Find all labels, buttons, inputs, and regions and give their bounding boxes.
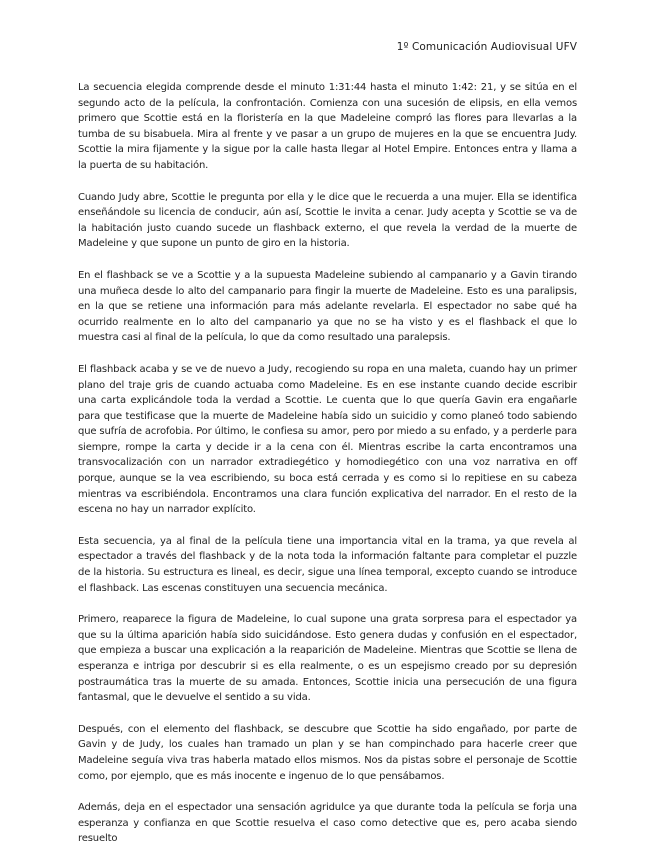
page-header: 1º Comunicación Audiovisual UFV xyxy=(396,41,577,53)
paragraph: Primero, reaparece la figura de Madeleine, lo cual supone una grata sorpresa para el espectador ya que su la última aparición había sido suicidándose. Esto genera dudas y confusión en el espectador, que empieza a buscar una explicación a la reaparición de Madeleine. Mientras que Scottie se llena de esperanza e intriga por descubrir si es ella realmente, o es un espejismo creado por su depresión postraumática tras la muerte de su amada. Entonces, Scottie inicia una persecución de una figura fantasmal, que le devuelve el sentido a su vida. xyxy=(78,614,577,704)
paragraph: Después, con el elemento del flashback, se descubre que Scottie ha sido engañado, por parte de Gavin y de Judy, los cuales han tramado un plan y se han compinchado para hacerle creer que Madeleine seguía viva tras haberla matado ellos mismos. Nos da pistas sobre el personaje de Scottie como, por ejemplo, que es más inocente e ingenuo de lo que pensábamos. xyxy=(78,723,577,782)
paragraph: El flashback acaba y se ve de nuevo a Judy, recogiendo su ropa en una maleta, cuando hay un primer plano del traje gris de cuando actuaba como Madeleine. Es en ese instante cuando decide escribir una carta explicándole toda la verdad a Scottie. Le cuenta que lo que quería Gavin era engañarle para que testificase que la muerte de Madeleine había sido un suicidio y como planeó todo sabiendo que sufría de acrofobia. Por último, le confiesa su amor, pero por miedo a su enfado, y a perderle para siempre, rompe la carta y decide ir a la cena con él. Mientras escribe la carta encontramos una transvocalización con un narrador extradiegético y homodiegético con una voz narrativa en off porque, aunque se la vea escribiendo, su boca está cerrada y es como si lo repitiese en su cabeza mientras va escribiéndola. Encontramos una clara función explicativa del narrador. En el resto de la escena no hay un narrador explícito. xyxy=(78,363,577,516)
paragraph: Cuando Judy abre, Scottie le pregunta por ella y le dice que le recuerda a una mujer. Ella se identifica enseñándole su licencia de conducir, aún así, Scottie le invita a cenar. Judy acepta y Scottie se va de la habitación justo cuando sucede un flashback externo, el que revela la verdad de la muerte de Madeleine y que supone un punto de giro en la historia. xyxy=(78,191,577,250)
paragraph: La secuencia elegida comprende desde el minuto 1:31:44 hasta el minuto 1:42: 21, y se sitúa en el segundo acto de la película, la confrontación. Comienza con una sucesión de elipsis, en ella vemos primero que Scottie está en la floristería en la que Madeleine compró las flores para llevarlas a la tumba de su bisabuela. Mira al frente y ve pasar a un grupo de mujeres en la que se encuentra Judy. Scottie la mira fijamente y la sigue por la calle hasta llegar al Hotel Empire. Entonces entra y llama a la puerta de su habitación. xyxy=(78,82,577,171)
paragraph: Además, deja en el espectador una sensación agridulce ya que durante toda la película se forja una esperanza y confianza en que Scottie resuelva el caso como detective que es, pero acaba siendo resuelto xyxy=(78,802,577,845)
paragraph: En el flashback se ve a Scottie y a la supuesta Madeleine subiendo al campanario y a Gavin tirando una muñeca desde lo alto del campanario para fingir la muerte de Madeleine. Esto es una paralipsis, en la que se retiene una información para más adelante revelarla. El espectador no sabe qué ha ocurrido realmente en lo alto del campanario ya que no se ha visto y es el flashback el que lo muestra casi al final de la película, lo que da como resultado una paralepsis. xyxy=(78,269,577,344)
paragraph: Esta secuencia, ya al final de la película tiene una importancia vital en la trama, ya que revela al espectador a través del flashback y de la nota toda la información faltante para completar el puzzle de la historia. Su estructura es lineal, es decir, sigue una línea temporal, excepto cuando se introduce el flashback. Las escenas constituyen una secuencia mecánica. xyxy=(78,535,577,594)
document-body xyxy=(78,80,577,863)
